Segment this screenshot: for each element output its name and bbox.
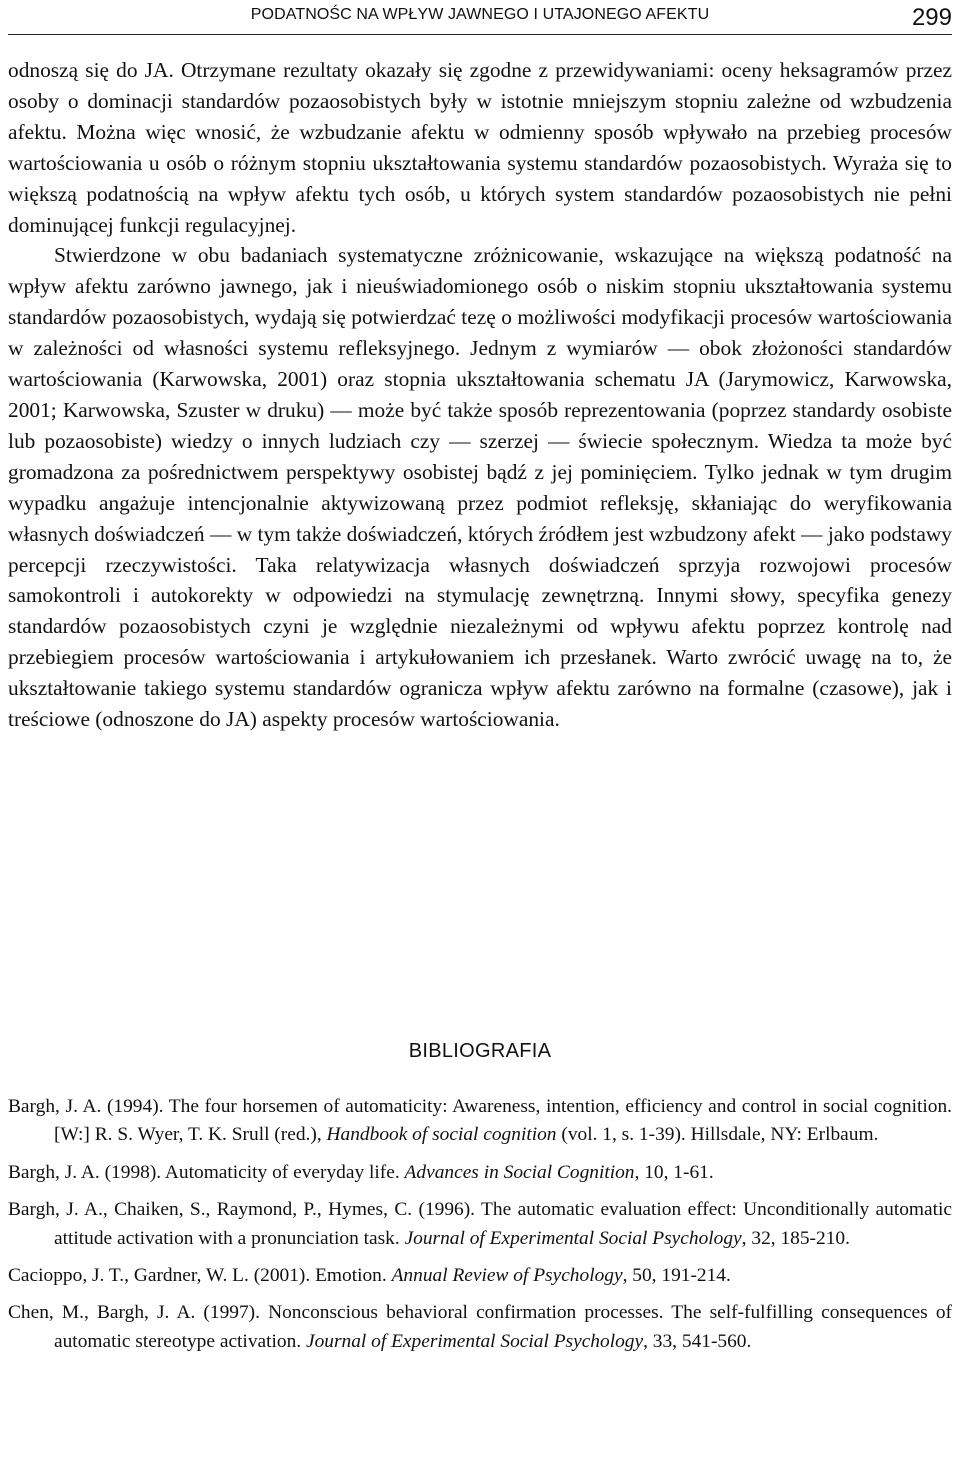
- bibliography-list: [8, 1093, 952, 1365]
- entry-text: Bargh, J. A. (1994). The four horsemen of automaticity: Awareness, intention, efficiency and control in social cognition. [W:] R. S. Wyer, T. K. Srull (red.),: [8, 1096, 952, 1146]
- entry-text: Chen, M., Bargh, J. A. (1997). Nonconscious behavioral confirmation processes. The self-fulfilling consequences of automatic stereotype activation.: [8, 1302, 952, 1352]
- bibliography-entry: [8, 1093, 952, 1150]
- entry-text: Bargh, J. A. (1998). Automaticity of everyday life.: [8, 1161, 405, 1183]
- running-title: PODATNOŚC NA WPŁYW JAWNEGO I UTAJONEGO AFEKTU: [250, 6, 710, 23]
- entry-source-title: Handbook of social cognition: [326, 1124, 557, 1146]
- entry-text: , 32, 185-210.: [741, 1227, 850, 1249]
- page-number: 299: [911, 4, 952, 31]
- entry-text: , 33, 541-560.: [643, 1330, 752, 1352]
- entry-source-title: Journal of Experimental Social Psychology: [305, 1330, 644, 1352]
- entry-source-title: Annual Review of Psychology: [391, 1265, 623, 1287]
- bibliography-entry: [8, 1262, 952, 1290]
- entry-source-title: Journal of Experimental Social Psychology: [404, 1227, 742, 1249]
- bibliography-heading: BIBLIOGRAFIA: [408, 1040, 552, 1062]
- running-header: [8, 6, 952, 35]
- entry-text: (vol. 1, s. 1-39). Hillsdale, NY: Erlbaum.: [556, 1124, 879, 1146]
- entry-text: Bargh, J. A., Chaiken, S., Raymond, P., Hymes, C. (1996). The automatic evaluation effect: Unconditionally automatic attitude activation with a pronunciation task.: [8, 1199, 952, 1249]
- entry-source-title: Advances in Social Cognition: [404, 1161, 635, 1183]
- entry-text: Cacioppo, J. T., Gardner, W. L. (2001). Emotion.: [8, 1265, 392, 1287]
- bibliography-entry: [8, 1299, 952, 1356]
- bibliography-entry: [8, 1196, 952, 1253]
- bibliography-entry: [8, 1159, 952, 1187]
- body-text: [8, 55, 952, 735]
- entry-text: , 50, 191-214.: [622, 1265, 731, 1287]
- entry-text: , 10, 1-61.: [634, 1161, 714, 1183]
- paragraph: Stwierdzone w obu badaniach systematyczne zróżnicowanie, wskazujące na większą podatność na wpływ afektu zarówno jawnego, jak i nieuświadomionego osób o niskim stopniu ukształtowania systemu standardów pozaosobistych, wydają się potwierdzać tezę o możliwości modyfikacji procesów wartościowania w zależności od własności systemu refleksyjnego. Jednym z wymiarów — obok złożoności standardów wartościowania (Karwowska, 2001) oraz stopnia ukształtowania schematu JA (Jarymowicz, Karwowska, 2001; Karwowska, Szuster w druku) — może być także sposób reprezentowania (poprzez standardy osobiste lub pozaosobiste) wiedzy o innych ludziach czy — szerzej — świecie społecznym. Wiedza ta może być gromadzona za pośrednictwem perspektywy osobistej bądź z jej pominięciem. Tylko jednak w tym drugim wypadku angażuje intencjonalnie aktywizowaną przez podmiot refleksję, skłaniając do weryfikowania własnych doświadczeń — w tym także doświadczeń, których źródłem jest wzbudzony afekt — jako podstawy percepcji rzeczywistości. Taka relatywizacja własnych doświadczeń sprzyja rozwojowi procesów samokontroli i autokorekty w odpowiedzi na stymulację zewnętrzną. Innymi słowy, specyfika genezy standardów pozaosobistych czyni je względnie niezależnymi od wpływu afektu poprzez kontrolę nad przebiegiem procesów wartościowania i artykułowaniem ich przesłanek. Warto zwrócić uwagę na to, że ukształtowanie takiego systemu standardów ogranicza wpływ afektu zarówno na formalne (czasowe), jak i treściowe (odnoszone do JA) aspekty procesów wartościowania.: [8, 243, 952, 732]
- paragraph: odnoszą się do JA. Otrzymane rezultaty okazały się zgodne z przewidywaniami: oceny heksagramów przez osoby o dominacji standardów pozaosobistych były w istotnie mniejszym stopniu zależne od wzbudzenia afektu. Można więc wnosić, że wzbudzanie afektu w odmienny sposób wpływało na przebieg procesów wartościowania u osób o różnym stopniu ukształtowania systemu standardów pozaosobistych. Wyraża się to większą podatnością na wpływ afektu tych osób, u których system standardów pozaosobistych nie pełni dominującej funkcji regulacyjnej.: [8, 58, 952, 237]
